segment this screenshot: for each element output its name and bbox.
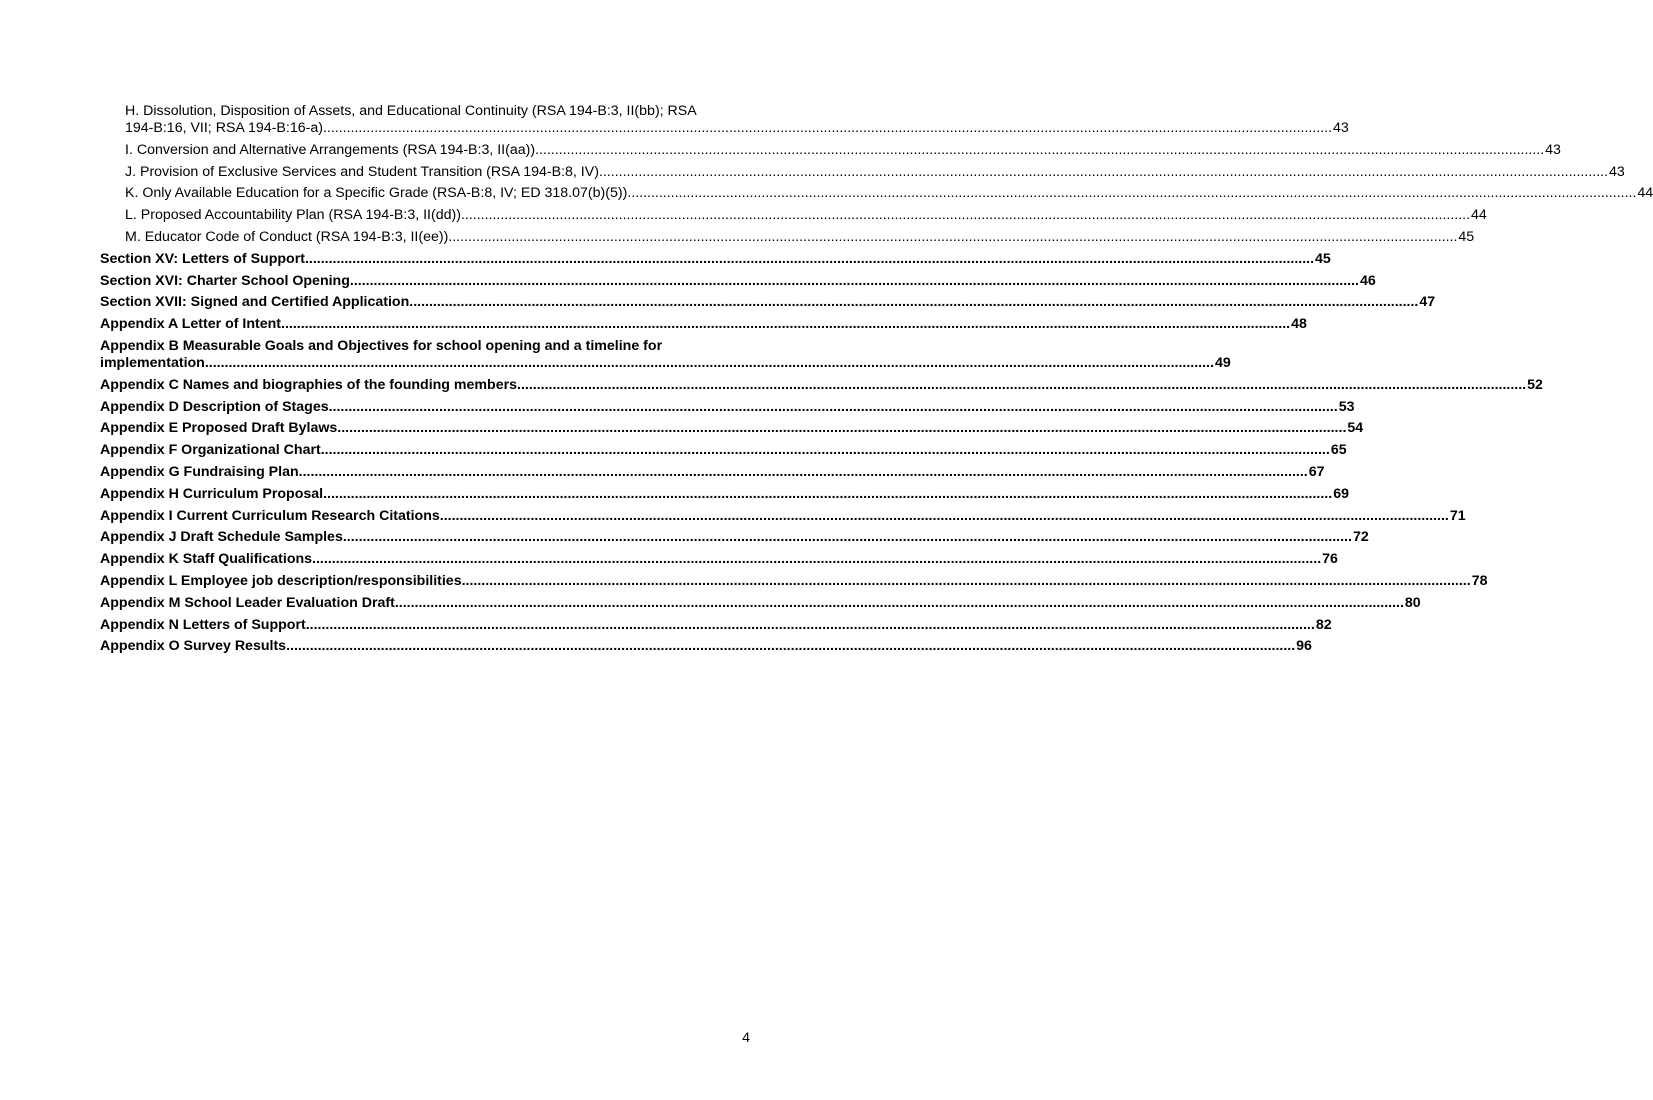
toc-page-number: 45 [1458,228,1475,245]
toc-entry-title: Appendix J Draft Schedule Samples [100,529,343,546]
toc-entry-appendix-f[interactable] [100,442,1347,459]
dot-leader [337,420,1346,437]
toc-entry-title: Section XV: Letters of Support [100,250,305,267]
toc-page-number: 46 [1359,272,1376,289]
toc-entry-title: implementation [100,354,205,371]
dot-leader [323,486,1332,503]
dot-leader [312,551,1321,568]
toc-entry-title: H. Dissolution, Disposition of Assets, and Educational Continuity (RSA 194-B:3, II(bb); RSA [125,103,697,119]
toc-entry-title: Appendix H Curriculum Proposal [100,485,324,502]
toc-page-number: 47 [1419,294,1436,311]
toc-entry-appendix-k[interactable] [100,551,1338,568]
toc-page-number: 49 [1214,354,1231,371]
toc-entry-appendix-b[interactable] [100,337,1231,372]
toc-entry-title: K. Only Available Education for a Specific Grade (RSA-B:8, IV; ED 318.07(b)(5)) [125,185,628,202]
toc-page-number: 53 [1338,398,1355,415]
toc-entry-appendix-j[interactable] [100,529,1369,546]
dot-leader [627,185,1636,202]
toc-entry-appendix-d[interactable] [100,398,1355,416]
toc-entry-title: Appendix B Measurable Goals and Objectives for school opening and a timeline for [100,337,663,354]
toc-entry-title: 194-B:16, VII; RSA 194-B:16-a) [125,120,323,136]
toc-page-number: 82 [1315,616,1332,633]
table-of-contents [100,103,1653,660]
toc-entry-k[interactable] [100,185,1653,202]
toc-entry-appendix-m[interactable] [100,594,1421,612]
toc-entry-h[interactable] [100,103,1349,137]
toc-entry-title: Appendix N Letters of Support [100,616,306,633]
dot-leader [535,142,1544,159]
dot-leader [281,316,1290,333]
toc-entry-title: Appendix M School Leader Evaluation Draft [100,594,395,611]
toc-page-number: 78 [1471,572,1488,589]
toc-entry-title: Appendix I Current Curriculum Research Citations [100,507,440,524]
dot-leader [329,399,1338,416]
toc-page-number: 43 [1609,163,1625,180]
toc-entry-appendix-n[interactable] [100,616,1332,634]
toc-entry-section-xv[interactable] [100,250,1331,268]
toc-page-number: 45 [1315,250,1331,267]
dot-leader [440,508,1449,525]
dot-leader [350,273,1359,290]
dot-leader [517,377,1526,394]
dot-leader [343,529,1352,546]
toc-entry-appendix-l[interactable] [100,572,1488,590]
toc-page-number: 43 [1333,120,1349,136]
dot-leader [306,617,1315,634]
toc-entry-i[interactable] [100,141,1561,159]
toc-entry-title: Appendix E Proposed Draft Bylaws [100,420,338,437]
dot-leader [286,638,1295,655]
toc-entry-title: Appendix O Survey Results [100,638,287,655]
toc-page-number: 44 [1637,185,1653,202]
toc-entry-title: L. Proposed Accountability Plan (RSA 194-B:3, II(dd)) [125,207,461,224]
toc-page-number: 44 [1471,207,1487,224]
toc-page-number: 72 [1352,529,1369,546]
toc-page-number: 52 [1527,376,1543,393]
toc-entry-title: M. Educator Code of Conduct (RSA 194-B:3, II(ee)) [125,228,449,245]
dot-leader [409,294,1418,311]
toc-page-number: 65 [1330,442,1347,459]
page-number: 4 [742,1030,750,1046]
toc-entry-title: Appendix D Description of Stages [100,398,329,415]
dot-leader [448,229,1457,246]
toc-entry-appendix-o[interactable] [100,638,1312,655]
toc-entry-appendix-i[interactable] [100,507,1466,525]
toc-entry-j[interactable] [100,163,1625,181]
toc-entry-title: Section XVI: Charter School Opening [100,272,350,289]
toc-page-number: 67 [1308,463,1325,480]
toc-entry-title: Appendix A Letter of Intent [100,316,282,333]
toc-page-number: 48 [1291,316,1307,333]
dot-leader [205,355,1214,372]
toc-entry-title: Appendix L Employee job description/responsibilities [100,572,462,589]
toc-entry-l[interactable] [100,207,1487,224]
dot-leader [299,464,1308,481]
dot-leader [462,573,1471,590]
toc-page-number: 54 [1347,420,1364,437]
toc-entry-appendix-a[interactable] [100,316,1307,333]
toc-entry-appendix-g[interactable] [100,463,1325,481]
dot-leader [599,164,1608,181]
toc-entry-title: Section XVII: Signed and Certified Application [100,294,410,311]
toc-entry-section-xvi[interactable] [100,272,1376,290]
toc-page-number: 96 [1296,638,1312,655]
toc-entry-title: Appendix G Fundraising Plan [100,463,299,480]
toc-page-number: 69 [1333,485,1349,502]
toc-entry-appendix-h[interactable] [100,485,1349,503]
toc-page-number: 76 [1322,551,1338,568]
toc-entry-title: I. Conversion and Alternative Arrangements (RSA 194-B:3, II(aa)) [125,141,536,158]
toc-entry-appendix-c[interactable] [100,376,1543,394]
dot-leader [395,595,1404,612]
toc-page-number: 71 [1449,507,1466,524]
dot-leader [461,207,1470,224]
dot-leader [321,442,1330,459]
toc-entry-appendix-e[interactable] [100,420,1364,437]
toc-entry-title: Appendix K Staff Qualifications [100,551,313,568]
toc-entry-title: Appendix C Names and biographies of the founding members [100,376,518,393]
toc-entry-section-xvii[interactable] [100,294,1436,311]
dot-leader [323,120,1332,137]
toc-page-number: 80 [1404,594,1421,611]
toc-entry-title: J. Provision of Exclusive Services and Student Transition (RSA 194-B:8, IV) [125,163,599,180]
toc-entry-title: Appendix F Organizational Chart [100,442,321,459]
dot-leader [305,251,1314,268]
toc-page-number: 43 [1545,141,1561,158]
toc-entry-m[interactable] [100,228,1475,246]
